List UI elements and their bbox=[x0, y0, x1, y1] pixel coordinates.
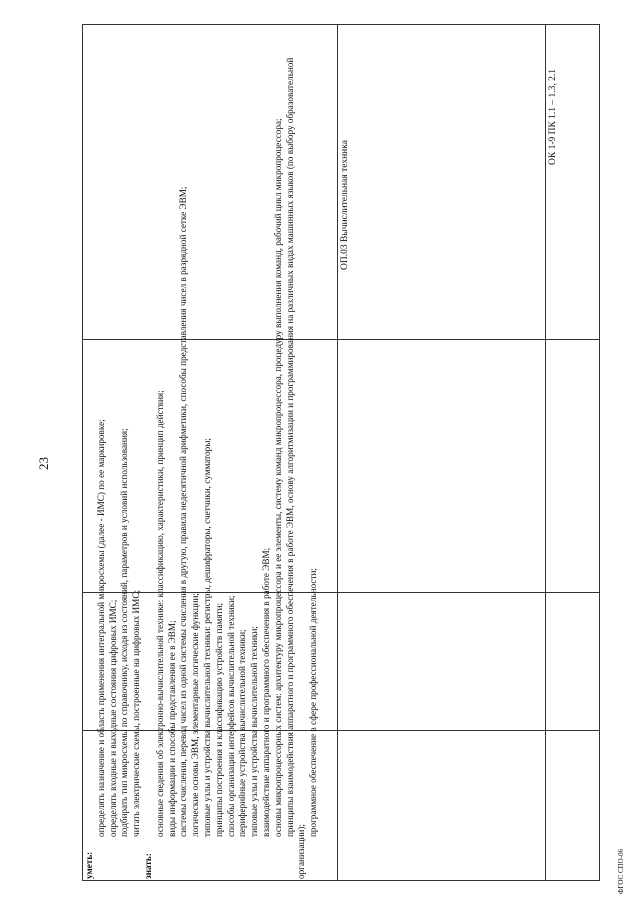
knowledge-item: принципы построения и классификацию устройств памяти; bbox=[213, 602, 224, 837]
knowledge-item: системы счисления, перевод чисел из одной системы счисления в другую, правила недесятичной арифметики, способы представления чисел в разрядной сетке ЭВМ; bbox=[178, 186, 189, 837]
knowledge-item: типовые узлы и устройства вычислительной техники; bbox=[249, 626, 260, 837]
knowledge-item: периферийные устройства вычислительной техники; bbox=[237, 629, 248, 837]
knowledge-item: типовые узлы и устройства вычислительной техники: регистры, дешифраторы, счетчики, сумматоры; bbox=[201, 438, 212, 837]
table-column-divider-1 bbox=[337, 24, 338, 881]
discipline-cell: ОП.03 Вычислительная техника bbox=[340, 140, 350, 270]
table-border-left bbox=[82, 24, 83, 881]
skill-item: подбирать тип микросхемы по справочнику, исходя из состояний, параметров и условий использования; bbox=[119, 428, 130, 837]
footer-standard: ФГОС СПО-06 bbox=[617, 848, 625, 894]
skill-item: определять назначение и область применения интегральной микросхемы (далее - ИМС) по ее маркировке; bbox=[95, 419, 106, 837]
knowledge-item: основные сведения об электронно-вычислительной технике: классификацию, характеристики, принцип действия; bbox=[154, 390, 165, 837]
table-border-top bbox=[82, 24, 600, 25]
knowledge-item: логические основы ЭВМ, элементарные логические функции; bbox=[190, 593, 201, 837]
skill-item: читать электрические схемы, построенные на цифровых ИМС; bbox=[131, 589, 142, 837]
page-number: 23 bbox=[36, 457, 51, 470]
table-column-divider-2 bbox=[545, 24, 546, 881]
knowledge-item: принципы взаимодействия аппаратного и программного обеспечения в работе ЭВМ, основу алгоритмизации и программирования на различных видах машинных языков (по выбору образовательной организации); bbox=[284, 57, 307, 879]
knowledge-item: взаимодействие аппаратного и программного обеспечения в работе ЭВМ; bbox=[260, 547, 271, 837]
table-border-right bbox=[599, 24, 600, 881]
knowledge-heading: знать: bbox=[142, 853, 153, 879]
skill-item: определять входные и выходные состояния цифровых ИМС; bbox=[107, 599, 118, 837]
knowledge-item: виды информации и способы представления ее в ЭВМ; bbox=[166, 620, 177, 837]
knowledge-item: способы организации интерфейсов вычислительной техники; bbox=[225, 595, 236, 837]
skills-heading: уметь: bbox=[84, 851, 94, 879]
table-border-bottom bbox=[82, 880, 600, 881]
competencies-cell: ОК 1-9 ПК 1.1 – 1.3, 2.1 bbox=[548, 68, 558, 165]
knowledge-item: основы микропроцессорных систем: архитектуру микропроцессора и ее элементы, систему команд микропроцессора, процедуру выполнения команд, рабочий цикл микропроцессора; bbox=[272, 118, 283, 837]
curriculum-table bbox=[82, 24, 600, 881]
knowledge-item: программное обеспечение в сфере профессиональной деятельности; bbox=[308, 568, 319, 837]
requirements-cell bbox=[84, 49, 320, 879]
